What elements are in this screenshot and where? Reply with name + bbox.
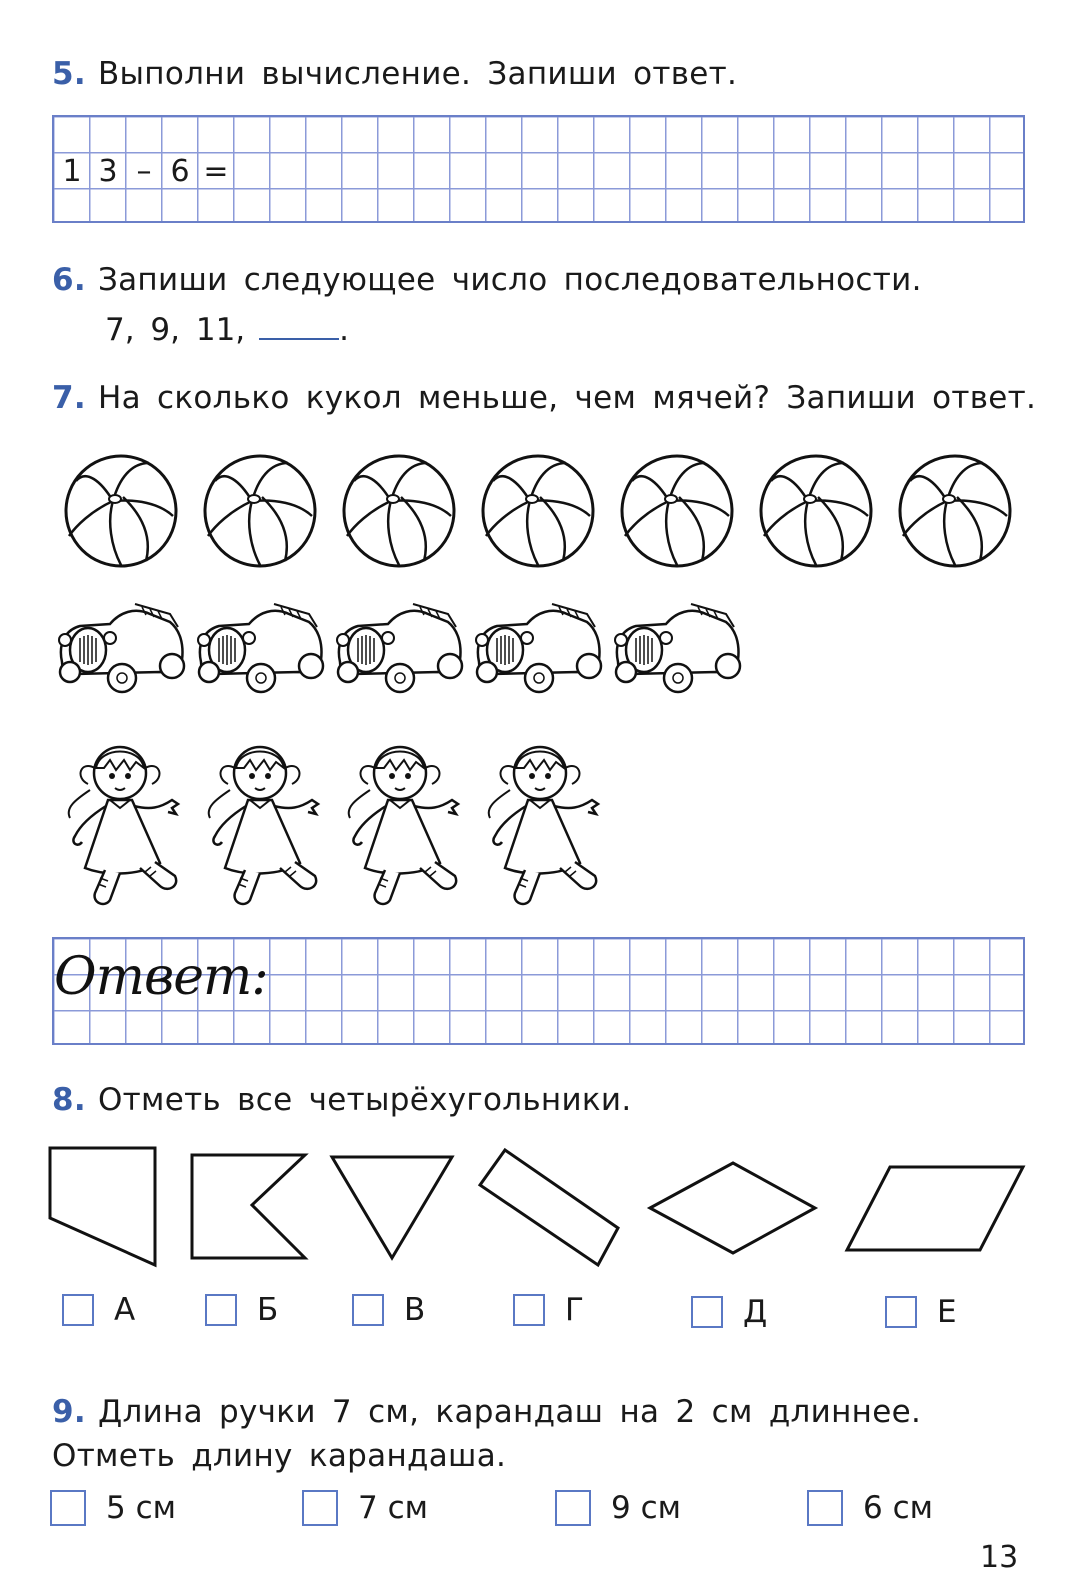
option-d[interactable] [691, 1294, 767, 1330]
expression-digit-6: 6 [170, 154, 190, 189]
task-8-text: Отметь все четырёхугольники. [97, 1082, 632, 1118]
length-option-5-label: 5 см [106, 1490, 177, 1526]
checkbox-a[interactable] [62, 1294, 94, 1326]
option-d-label: Д [743, 1294, 768, 1330]
shape-e-parallelogram [847, 1167, 1023, 1250]
length-option-7-label: 7 см [358, 1490, 429, 1526]
length-option-5[interactable] [50, 1490, 176, 1526]
shape-a-quadrilateral [50, 1148, 155, 1265]
expression-equals: = [203, 154, 229, 189]
expression-digit-3: 3 [98, 154, 118, 189]
option-g-label: Г [565, 1292, 584, 1328]
answer-label: Ответ: [54, 947, 268, 1007]
task-5-text: Выполни вычисление. Запиши ответ. [97, 56, 738, 92]
shape-d-rhombus [650, 1163, 815, 1253]
checkbox-6cm[interactable] [807, 1490, 843, 1526]
checkbox-b[interactable] [205, 1294, 237, 1326]
task-9-line-1: Длина ручки 7 см, карандаш на 2 см длиннее. [97, 1394, 922, 1430]
task-5-number: 5. [52, 56, 86, 92]
option-a-label: А [114, 1292, 136, 1328]
checkbox-g[interactable] [513, 1294, 545, 1326]
task-6-number: 6. [52, 262, 86, 298]
sequence-end-mark: . [339, 312, 350, 348]
task-6-text: Запиши следующее число последовательности. [97, 262, 922, 298]
checkbox-5cm[interactable] [50, 1490, 86, 1526]
checkbox-9cm[interactable] [555, 1490, 591, 1526]
page-number: 13 [980, 1540, 1019, 1575]
option-a[interactable] [62, 1292, 135, 1328]
option-e-label: Е [937, 1294, 957, 1330]
task-9-number: 9. [52, 1394, 86, 1430]
length-option-7[interactable] [302, 1490, 428, 1526]
checkbox-v[interactable] [352, 1294, 384, 1326]
shape-b-pentagon [192, 1155, 305, 1258]
task-9-line-2-wrap [52, 1436, 506, 1476]
task-9-heading [52, 1392, 921, 1432]
shape-v-triangle [332, 1157, 452, 1258]
option-b[interactable] [205, 1292, 278, 1328]
option-v-label: В [404, 1292, 426, 1328]
expression-minus: – [136, 154, 152, 189]
option-b-label: Б [257, 1292, 279, 1328]
option-g[interactable] [513, 1292, 584, 1328]
option-e[interactable] [885, 1294, 957, 1330]
length-option-6[interactable] [807, 1490, 933, 1526]
task-7-number: 7. [52, 380, 86, 416]
length-option-6-label: 6 см [863, 1490, 934, 1526]
expression-digit-1: 1 [62, 154, 82, 189]
checkbox-e[interactable] [885, 1296, 917, 1328]
task-7-text: На сколько кукол меньше, чем мячей? Запиши ответ. [97, 380, 1037, 416]
shape-g-rectangle [480, 1150, 618, 1265]
checkbox-d[interactable] [691, 1296, 723, 1328]
sequence-values: 7, 9, 11, [105, 312, 246, 348]
task-9-line-2: Отметь длину карандаша. [52, 1438, 507, 1474]
length-option-9[interactable] [555, 1490, 681, 1526]
option-v[interactable] [352, 1292, 425, 1328]
task-8-number: 8. [52, 1082, 86, 1118]
checkbox-7cm[interactable] [302, 1490, 338, 1526]
length-option-9-label: 9 см [611, 1490, 682, 1526]
